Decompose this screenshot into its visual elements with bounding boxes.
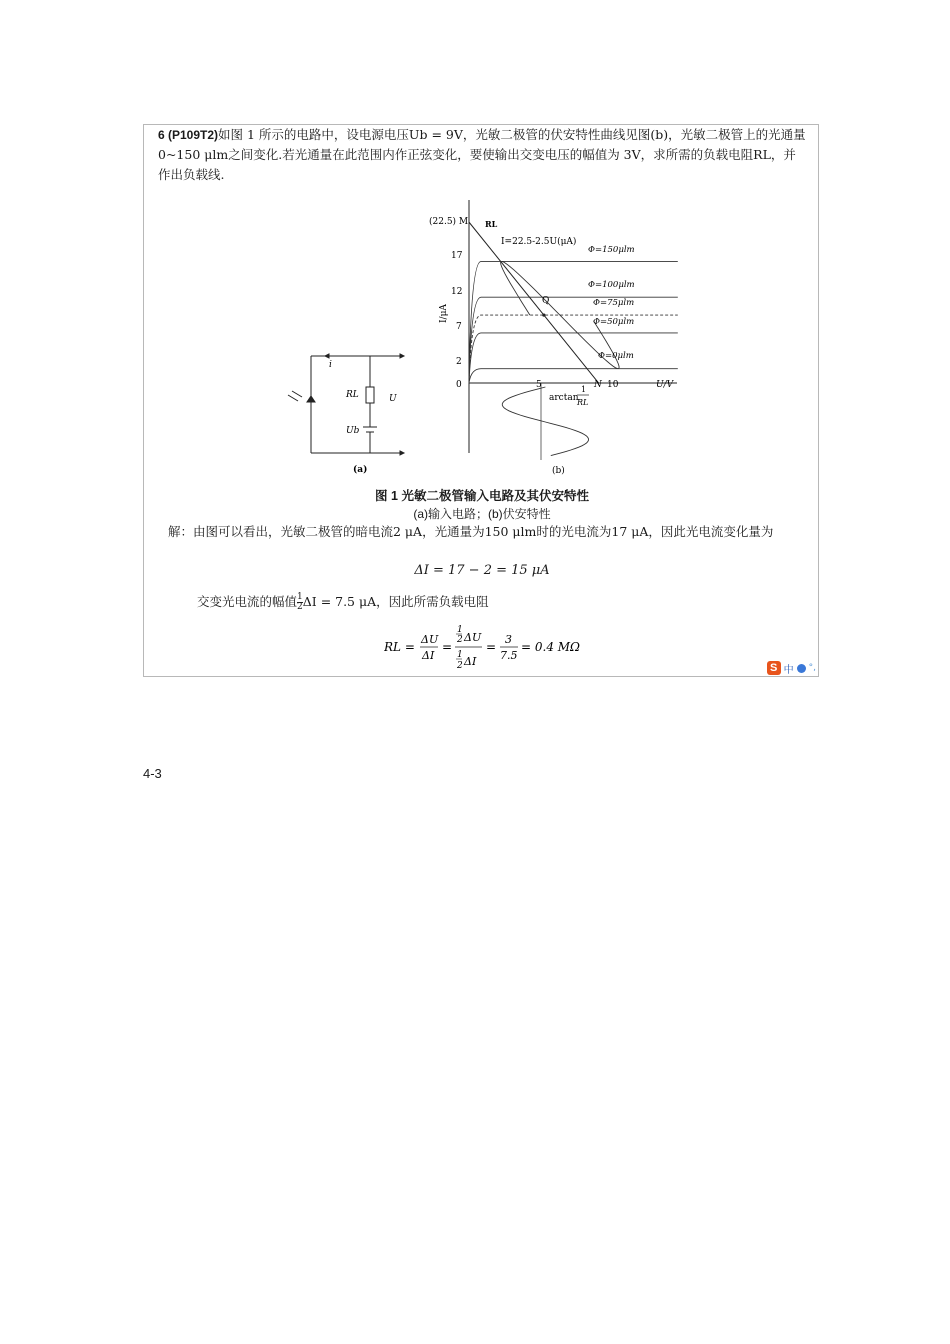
- half-num: 1: [297, 592, 303, 602]
- rl-equation: [384, 621, 584, 673]
- curve-label-150: Φ=150μlm: [588, 245, 635, 255]
- page-number: 4-3: [143, 766, 162, 781]
- circuit-sublabel: (a): [353, 465, 368, 475]
- circuit-label-ub: Ub: [346, 426, 360, 436]
- x-axis-label: U/V: [656, 380, 674, 390]
- y-tick-17: 17: [451, 251, 463, 261]
- curve-label-50: Φ=50μlm: [593, 317, 635, 327]
- figure: [144, 195, 820, 525]
- rl-eq-f2-den: ΔI: [464, 655, 477, 668]
- x-tick-5: 5: [536, 380, 542, 390]
- circuit-label-u: U: [389, 394, 397, 404]
- sogou-logo-icon[interactable]: S: [767, 661, 781, 675]
- delta-i-equation: ΔI = 17 − 2 = 15 μA: [414, 563, 550, 578]
- solution-intro: 解：由图可以看出，光敏二极管的暗电流2 μA，光通量为150 μlm时的光电流为17 μA，因此光电流变化量为: [168, 524, 774, 539]
- circuit-label-i: i: [329, 360, 332, 370]
- y-tick-0: 0: [456, 380, 462, 390]
- y-tick-7: 7: [456, 322, 462, 332]
- curve-0: [469, 261, 678, 383]
- figure-subcaption: (a)输入电路；(b)伏安特性: [413, 507, 551, 521]
- load-line-equation: I=22.5-2.5U(μA): [501, 237, 577, 247]
- characteristic-curves: [469, 261, 678, 383]
- circuit-diagram: [288, 354, 404, 455]
- amplitude-text-after: ΔI = 7.5 μA，因此所需负载电阻: [302, 594, 489, 609]
- problem-text: 如图 1 所示的电路中，设电源电压Ub = 9V，光敏二极管的伏安特性曲线见图(b)，光敏二极管上的光通量0~150 μlm之间变化.若光通量在此范围内作正弦变化，要使输出交变电压的幅值为 3V，求所需的负载电阻RL，并作出负载线.: [158, 127, 806, 182]
- rl-eq-lhs: RL =: [384, 640, 415, 654]
- graph-sublabel: (b): [552, 466, 565, 476]
- q-point: [542, 313, 545, 316]
- amplitude-line: [197, 592, 489, 612]
- moon-icon[interactable]: [797, 664, 806, 673]
- ime-toolbar[interactable]: [767, 661, 816, 675]
- arctan-label: arctan: [549, 393, 579, 403]
- q-point-label: Q: [542, 296, 550, 306]
- screenshot-panel: [143, 124, 819, 677]
- rl-eq-f1-num: ΔU: [421, 633, 439, 646]
- y-tick-2: 2: [456, 357, 462, 367]
- arctan-denominator: RL: [577, 398, 589, 407]
- arctan-numerator: 1: [581, 385, 587, 394]
- svg-text:=: =: [486, 640, 497, 654]
- rl-eq-f2-num: ΔU: [464, 631, 482, 644]
- curve-1: [469, 297, 678, 383]
- rl-label: RL: [485, 219, 498, 229]
- rl-eq-f3-den: 7.5: [500, 649, 518, 662]
- problem-number: 6 (P109T2): [158, 128, 219, 142]
- half-den: 2: [297, 602, 303, 612]
- svg-text:=: =: [442, 640, 453, 654]
- rl-eq-result: = 0.4 MΩ: [521, 640, 581, 654]
- circuit-label-rl: RL: [346, 390, 359, 400]
- curve-label-100: Φ=100μlm: [588, 280, 635, 290]
- rl-eq-f2-num-pre: 1: [457, 625, 463, 635]
- curve-label-75: Φ=75μlm: [593, 298, 635, 308]
- y-axis-label: I/μA: [439, 304, 449, 323]
- curve-2: [469, 315, 678, 383]
- y-tick-12: 12: [451, 287, 463, 297]
- svg-text:2: 2: [457, 661, 463, 671]
- svg-text:1: 1: [457, 650, 463, 660]
- punctuation-icon[interactable]: °,: [808, 663, 816, 673]
- amplitude-text-before: 交变光电流的幅值: [197, 594, 298, 609]
- top-label: (22.5) M: [429, 217, 469, 227]
- x-tick-10: 10: [607, 380, 619, 390]
- problem-statement: [158, 125, 808, 185]
- rl-eq-f1-den: ΔI: [422, 649, 435, 662]
- curve-label-0: Φ=0μlm: [598, 351, 634, 361]
- n-point-label: N: [594, 380, 602, 390]
- ime-language-toggle[interactable]: 中: [783, 664, 794, 676]
- rl-eq-f3-num: 3: [505, 633, 512, 646]
- curve-3: [469, 333, 678, 383]
- curve-4: [469, 369, 678, 383]
- rl-eq-f2-num-den: 2: [457, 635, 463, 645]
- figure-caption: 图 1 光敏二极管输入电路及其伏安特性: [375, 489, 589, 503]
